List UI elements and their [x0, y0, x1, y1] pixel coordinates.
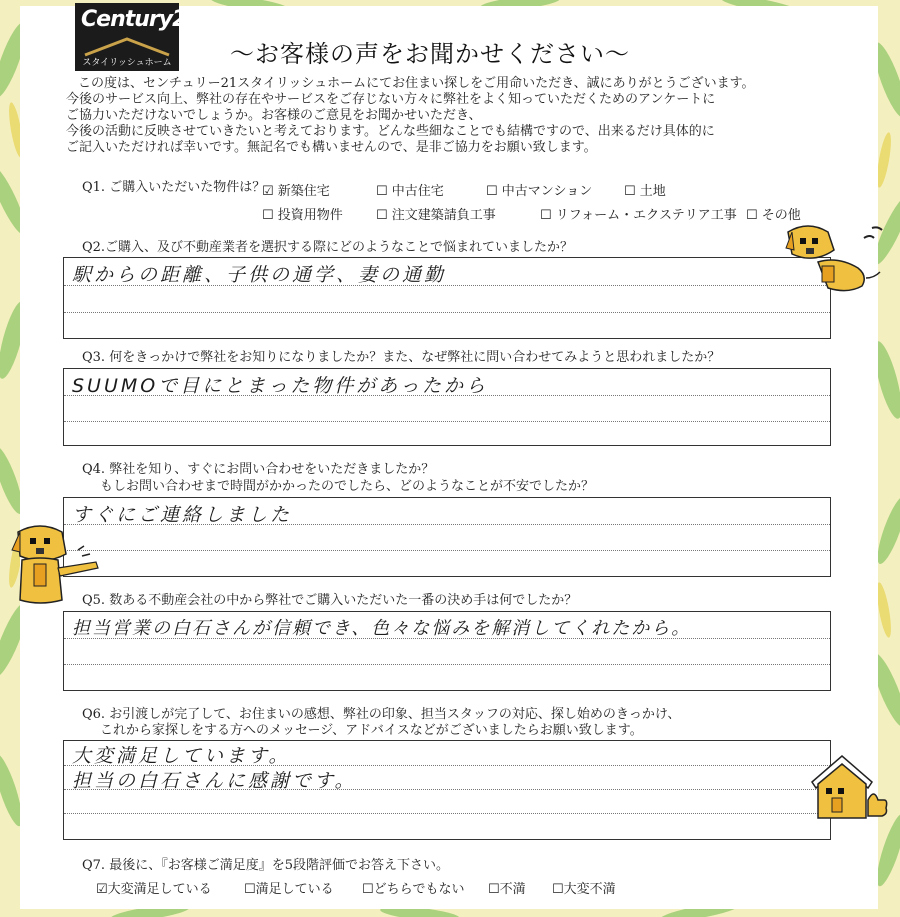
intro-line: この度は、センチュリー21スタイリッシュホームにてお住まい探しをご用命いただき、誠にありがとうございます。	[78, 76, 755, 91]
logo-brand-text: Century21	[81, 7, 201, 32]
q6-question-line1: Q6. お引渡しが完了して、お住まいの感想、弊社の印象、担当スタッフの対応、探し始めのきっかけ、	[82, 707, 681, 722]
checkbox-icon: ☐	[552, 882, 564, 897]
q2-answer-text: 駅からの距離、子供の通学、妻の通勤	[72, 264, 447, 286]
checkbox-checked-icon: ☑	[262, 184, 274, 199]
intro-line: 今後のサービス向上、弊社の存在やサービスをご存じない方々に弊社をよく知っていただくためのアンケートに	[66, 92, 716, 107]
q3-answer-text: SUUMOで目にとまった物件があったから	[72, 375, 489, 397]
checkbox-icon: ☐	[624, 184, 636, 199]
q5-answer-box[interactable]	[63, 611, 831, 691]
checkbox-icon: ☐	[376, 208, 388, 223]
q7-option-1[interactable]: ☑大変満足している	[96, 882, 212, 897]
q6-question-line2: これから家探しをする方へのメッセージ、アドバイスなどがございましたらお願い致します。	[100, 723, 643, 738]
q1-option-2[interactable]: ☐ 中古住宅	[376, 184, 444, 199]
ruled-line	[64, 664, 830, 665]
checkbox-icon: ☐	[486, 184, 498, 199]
q1-option-4[interactable]: ☐ 土地	[624, 184, 666, 199]
q4-answer-text: すぐにご連絡しました	[72, 504, 293, 526]
checkbox-checked-icon: ☑	[96, 882, 108, 897]
ruled-line	[64, 312, 830, 313]
checkbox-icon: ☐	[244, 882, 256, 897]
q6-answer-box[interactable]	[63, 740, 831, 840]
q1-option-1[interactable]: ☑ 新築住宅	[262, 184, 330, 199]
intro-line: ご協力いただけないでしょうか。お客様のご意見をお聞かせいただき、	[66, 108, 482, 123]
company-logo	[75, 3, 201, 71]
ruled-line	[64, 550, 830, 551]
checkbox-icon: ☐	[262, 208, 274, 223]
q7-option-5[interactable]: ☐大変不満	[552, 882, 616, 897]
checkbox-icon: ☐	[746, 208, 758, 223]
q7-option-4[interactable]: ☐不満	[488, 882, 526, 897]
page-title: ～お客様の声をお聞かせください～	[230, 40, 630, 68]
q1-question: Q1. ご購入いただいた物件は？	[82, 180, 266, 195]
ruled-line	[64, 421, 830, 422]
checkbox-icon: ☐	[540, 208, 552, 223]
q2-question: Q2.ご購入、及び不動産業者を選択する際にどのようなことで悩まれていましたか？	[82, 240, 574, 255]
q3-question: Q3. 何をきっかけで弊社をお知りになりましたか？また、なぜ弊社に問い合わせてみようと思われましたか？	[82, 350, 721, 365]
house-roof-icon	[83, 35, 171, 57]
intro-line: 今後の活動に反映させていきたいと考えております。どんな些細なことでも結構ですので、出来るだけ具体的に	[66, 124, 715, 139]
q3-answer-box[interactable]	[63, 368, 831, 446]
q1-option-7[interactable]: ☐ リフォーム・エクステリア工事	[540, 208, 737, 223]
mascot-house-dog-thumbs-up-icon	[806, 748, 890, 828]
q4-question-line1: Q4. 弊社を知り、すぐにお問い合わせをいただきましたか？	[82, 462, 435, 477]
q6-answer-line1: 大変満足しています。	[72, 745, 291, 767]
mascot-pointing-dog-icon	[8, 520, 108, 610]
q5-question: Q5. 数ある不動産会社の中から弊社でご購入いただいた一番の決め手は何でしたか？	[82, 593, 578, 608]
intro-line: ご記入いただければ幸いです。無記名でも構いませんので、是非ご協力をお願い致します。	[66, 140, 597, 155]
q7-option-3[interactable]: ☐どちらでもない	[362, 882, 465, 897]
checkbox-icon: ☐	[362, 882, 374, 897]
q1-option-6[interactable]: ☐ 注文建築請負工事	[376, 208, 496, 223]
q7-question: Q7. 最後に、『お客様ご満足度』を5段階評価でお答え下さい。	[82, 858, 449, 873]
q4-answer-box[interactable]	[63, 497, 831, 577]
q2-answer-box[interactable]	[63, 257, 831, 339]
intro-text	[66, 76, 866, 156]
q6-answer-line2: 担当の白石さんに感謝です。	[72, 770, 357, 792]
checkbox-icon: ☐	[488, 882, 500, 897]
ruled-line	[64, 813, 830, 814]
q7-option-2[interactable]: ☐満足している	[244, 882, 334, 897]
q4-question-line2: もしお問い合わせまで時間がかかったのでしたら、どのようなことが不安でしたか？	[100, 479, 595, 494]
q1-option-8[interactable]: ☐ その他	[746, 208, 801, 223]
q1-option-3[interactable]: ☐ 中古マンション	[486, 184, 593, 199]
logo-tagline: スタイリッシュホーム	[82, 58, 172, 68]
q1-option-5[interactable]: ☐ 投資用物件	[262, 208, 343, 223]
mascot-running-dog-icon	[778, 218, 888, 298]
checkbox-icon: ☐	[376, 184, 388, 199]
q5-answer-text: 担当営業の白石さんが信頼でき、色々な悩みを解消してくれたから。	[72, 618, 692, 639]
